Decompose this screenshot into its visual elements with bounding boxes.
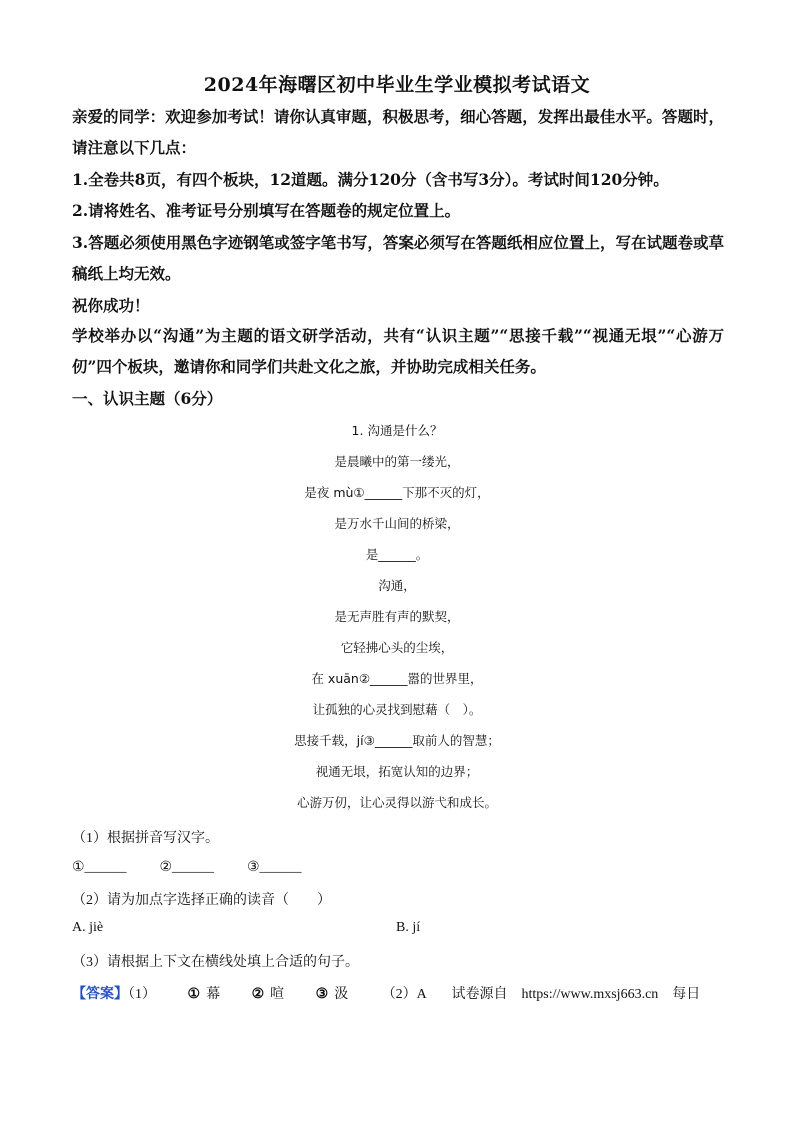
blank-row: [72, 859, 302, 876]
answer-char-1: 幕: [206, 987, 221, 1002]
answer-num-1: ①: [187, 987, 201, 1002]
page-title: 2024年海曙区初中毕业生学业模拟考试语文: [203, 74, 591, 96]
poem-line: 心游万仞，让心灵得以游弋和成长。: [296, 795, 497, 810]
answer-char-2: 喧: [270, 987, 285, 1002]
intro-rule-3: 3.答题必须使用黑色字迹钢笔或签字笔书写，答案必须写在答题纸相应位置上，写在试题卷或草稿纸上均无效。: [72, 233, 724, 283]
poem-block: [0, 415, 794, 818]
poem-question-title: 1. 沟通是什么？: [351, 423, 443, 438]
choice-b: B. jí: [396, 920, 421, 935]
intro-activity: 学校举办以“沟通”为主题的语文研学活动，共有“认识主题”“思接千载”“视通无垠”“心游万仞”四个板块，邀请你和同学们共赴文化之旅，并协助完成相关任务。: [72, 326, 724, 376]
poem-line: 沟通，: [378, 578, 416, 593]
choice-a: A. jiè: [72, 920, 104, 935]
poem-line: 是______。: [365, 547, 429, 562]
poem-line: 让孤独的心灵找到慰藉（ ）。: [312, 702, 482, 717]
question-3: （3）请根据上下文在横线处填上合适的句子。: [72, 955, 359, 970]
answer-char-3: 汲: [334, 987, 349, 1002]
answer-part-1: （1）: [128, 987, 156, 1002]
blank-2: ②______: [159, 860, 215, 875]
blank-3: ③______: [247, 860, 302, 875]
poem-line: 它轻拂心头的尘埃，: [340, 640, 454, 655]
question-2: （2）请为加点字选择正确的读音（ ）: [72, 893, 331, 908]
poem-line: 是万水千山间的桥梁，: [334, 516, 460, 531]
answer-line: [72, 983, 732, 1003]
poem-line: 思接千载，jí③______取前人的智慧；: [294, 733, 500, 748]
poem-line: 视通无垠，拓宽认知的边界；: [315, 764, 479, 779]
section-heading: 一、认识主题（6分）: [72, 389, 223, 408]
poem-line: 是晨曦中的第一缕光，: [334, 454, 460, 469]
source-note: 试卷源自 https://www.mxsj663.cn 每日: [451, 987, 701, 1002]
intro-wish: 祝你成功！: [72, 296, 150, 315]
answer-num-2: ②: [251, 987, 265, 1002]
answer-part-2: （2）A: [381, 987, 427, 1002]
answer-tag: 【答案】: [72, 987, 128, 1002]
poem-line: 是无声胜有声的默契，: [334, 609, 460, 624]
poem-line: 是夜 mù①______下那不灭的灯，: [304, 485, 490, 500]
blank-1: ①______: [72, 860, 127, 875]
intro-greeting: 亲爱的同学：欢迎参加考试！请你认真审题，积极思考，细心答题，发挥出最佳水平。答题时，请注意以下几点：: [72, 107, 724, 157]
question-1: （1）根据拼音写汉字。: [72, 831, 219, 846]
intro-rule-2: 2.请将姓名、准考证号分别填写在答题卷的规定位置上。: [72, 201, 461, 220]
poem-line: 在 xuān②______嚣的世界里，: [311, 671, 483, 686]
answer-num-3: ③: [315, 987, 329, 1002]
intro-rule-1: 1.全卷共8页，有四个板块，12道题。满分120分（含书写3分）。考试时间120分钟。: [72, 170, 669, 189]
